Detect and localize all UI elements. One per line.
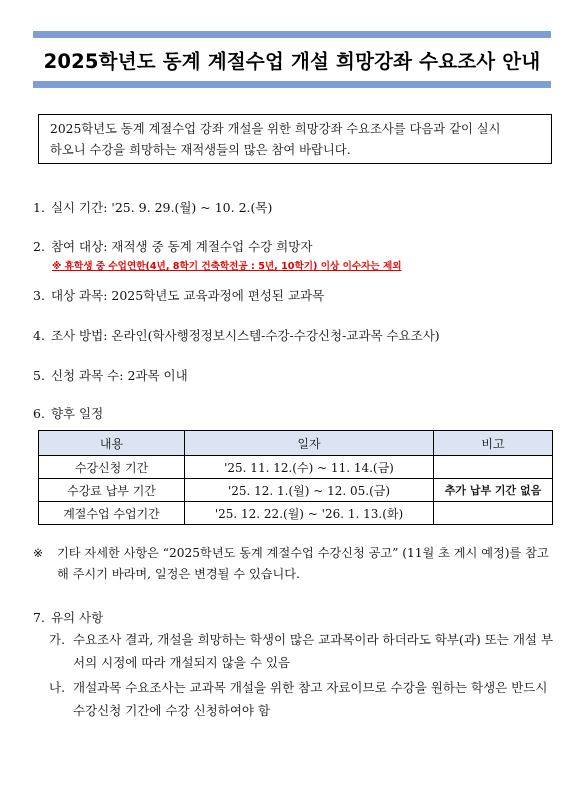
item-text: 실시 기간: '25. 9. 29.(월) ~ 10. 2.(목): [50, 200, 273, 215]
caution-point: [49, 628, 554, 674]
header-note: 비고: [434, 431, 553, 456]
table-row: [39, 479, 553, 502]
item-method: [33, 327, 440, 345]
exclusion-note: ※ 휴학생 중 수업연한(4년, 8학기 건축학전공 : 5년, 10학기) 이상 이수자는 제외: [52, 261, 402, 272]
item-number: 2.: [33, 239, 45, 254]
cell-content: 수강료 납부 기간: [39, 479, 185, 502]
table-row: [39, 502, 553, 525]
point-text: 수요조사 결과, 개설을 희망하는 학생이 많은 교과목이라 하더라도 학부(과) 또는 개설 부서의 시정에 따라 개설되지 않을 수 있음: [73, 632, 554, 670]
item-text: 유의 사항: [50, 610, 104, 625]
cell-content: 계절수업 수업기간: [39, 502, 185, 525]
point-label: 나.: [49, 680, 66, 695]
item-number: 5.: [33, 368, 45, 383]
page-title: 2025학년도 동계 계절수업 개설 희망강좌 수요조사 안내: [43, 49, 541, 73]
intro-line-2: 하오니 수강을 희망하는 재적생들의 많은 참여 바랍니다.: [50, 143, 351, 157]
point-text: 개설과목 수요조사는 교과목 개설을 위한 참고 자료이므로 수강을 원하는 학생은 반드시 수강신청 기간에 수강 신청하여야 함: [73, 680, 548, 718]
schedule-table: [38, 430, 553, 525]
header-content: 내용: [39, 431, 185, 456]
item-number: 4.: [33, 328, 45, 343]
item-target: [33, 238, 312, 256]
cell-note: 추가 납부 기간 없음: [434, 479, 553, 502]
cell-content: 수강신청 기간: [39, 456, 185, 479]
table-header-row: [39, 431, 553, 456]
item-text: 대상 과목: 2025학년도 교육과정에 편성된 교과목: [50, 288, 325, 303]
item-text: 신청 과목 수: 2과목 이내: [50, 368, 188, 383]
point-label: 가.: [49, 632, 66, 647]
item-number: 7.: [33, 610, 45, 625]
item-text: 조사 방법: 온라인(학사행정정보시스템-수강-수강신청-교과목 수요조사): [50, 328, 440, 343]
table-row: [39, 456, 553, 479]
memo-text: 기타 자세한 사항은 “2025학년도 동계 계절수업 수강신청 공고” (11월 초 게시 예정)를 참고해 주시기 바라며, 일정은 변경될 수 있습니다.: [57, 546, 549, 581]
cell-note: [434, 502, 553, 525]
cell-date: '25. 11. 12.(수) ~ 11. 14.(금): [185, 456, 434, 479]
item-number: 3.: [33, 288, 45, 303]
caution-point: [49, 676, 554, 722]
item-count: [33, 367, 188, 385]
title-banner: [33, 31, 551, 88]
item-number: 1.: [33, 200, 45, 215]
item-subjects: [33, 287, 324, 305]
item-period: [33, 199, 272, 217]
cell-date: '25. 12. 22.(월) ~ '26. 1. 13.(화): [185, 502, 434, 525]
intro-box: [38, 114, 552, 164]
header-date: 일자: [185, 431, 434, 456]
item-number: 6.: [33, 406, 45, 421]
cell-date: '25. 12. 1.(월) ~ 12. 05.(금): [185, 479, 434, 502]
item-text: 향후 일정: [50, 406, 104, 421]
memo-note: [33, 543, 555, 585]
item-caution: [33, 609, 103, 627]
item-text: 참여 대상: 재적생 중 동계 계절수업 수강 희망자: [50, 239, 313, 254]
reference-mark: ※: [33, 546, 44, 560]
intro-line-1: 2025학년도 동계 계절수업 강좌 개설을 위한 희망강좌 수요조사를 다음과 같이 실시: [50, 122, 501, 136]
item-schedule: [33, 405, 103, 423]
cell-note: [434, 456, 553, 479]
